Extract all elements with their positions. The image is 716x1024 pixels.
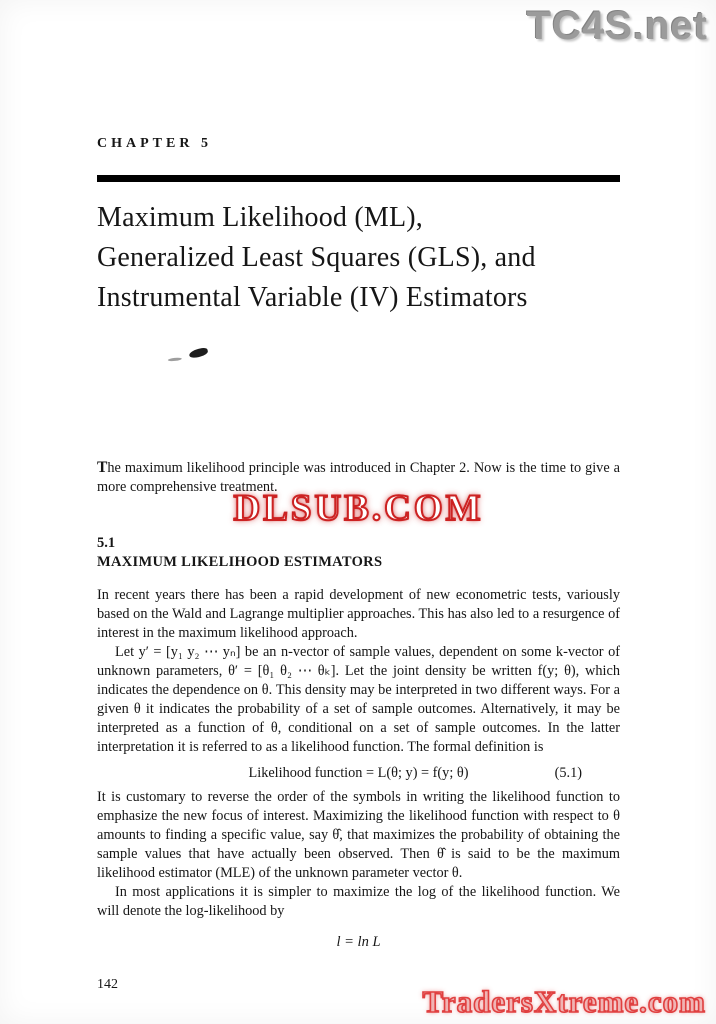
equation-5-1-number: (5.1) [554, 765, 582, 781]
chapter-title-line-2: Generalized Least Squares (GLS), and [97, 242, 536, 273]
paragraph-3: It is customary to reverse the order of the symbols in writing the likelihood function to emphasize the new focus of interest. Maximizing the likelihood function with respect to θ amounts to finding a specific value, say θ̂, that maximizes the probability of obtaining the sample values that have actually been observed. Then θ̂ is said to be the maximum likelihood estimator (MLE) of the unknown parameter vector θ. [97, 789, 620, 881]
equation-5-1 [97, 764, 620, 783]
chapter-title-line-3: Instrumental Variable (IV) Estimators [97, 282, 528, 313]
chapter-label: CHAPTER 5 [97, 136, 212, 151]
paragraph-1: In recent years there has been a rapid development of new econometric tests, variously based on the Wald and Lagrange multiplier approaches. This has also led to a resurgence of interest in the maximum likelihood approach. [97, 587, 620, 641]
page-number: 142 [97, 977, 118, 992]
paragraph-2: Let y′ = [y₁ y₂ ⋯ yₙ] be an n-vector of sample values, dependent on some k-vector of unknown parameters, θ′ = [θ₁ θ₂ ⋯ θₖ]. Let the joint density be written f(y; θ), which indicates the dependence on θ. This density may be interpreted in two different ways. For a given θ it indicates the probability of a set of sample outcomes. Alternatively, it may be interpreted as a function of θ, conditional on a set of sample outcomes. In the latter interpretation it is referred to as a likelihood function. The formal definition is [97, 644, 620, 755]
equation-5-1-body: Likelihood function = L(θ; y) = f(y; θ) [248, 765, 469, 781]
chapter-title-line-1: Maximum Likelihood (ML), [97, 202, 423, 233]
title-rule [97, 175, 620, 182]
watermark-middle: DLSUB.COM [233, 488, 484, 529]
paragraph-4: In most applications it is simpler to maximize the log of the likelihood function. We will denote the log-likelihood by [97, 884, 620, 919]
section-title: MAXIMUM LIKELIHOOD ESTIMATORS [97, 554, 383, 570]
watermark-bottom-right: TradersXtreme.com [422, 984, 706, 1019]
intro-paragraph: The maximum likelihood principle was introduced in Chapter 2. Now is the time to give a more comprehensive treatment. [97, 459, 620, 495]
section-number: 5.1 [97, 535, 116, 551]
watermark-top-right: TC4S.net [526, 4, 708, 48]
equation-log-likelihood: l = ln L [336, 934, 381, 950]
chapter-title [97, 198, 620, 318]
